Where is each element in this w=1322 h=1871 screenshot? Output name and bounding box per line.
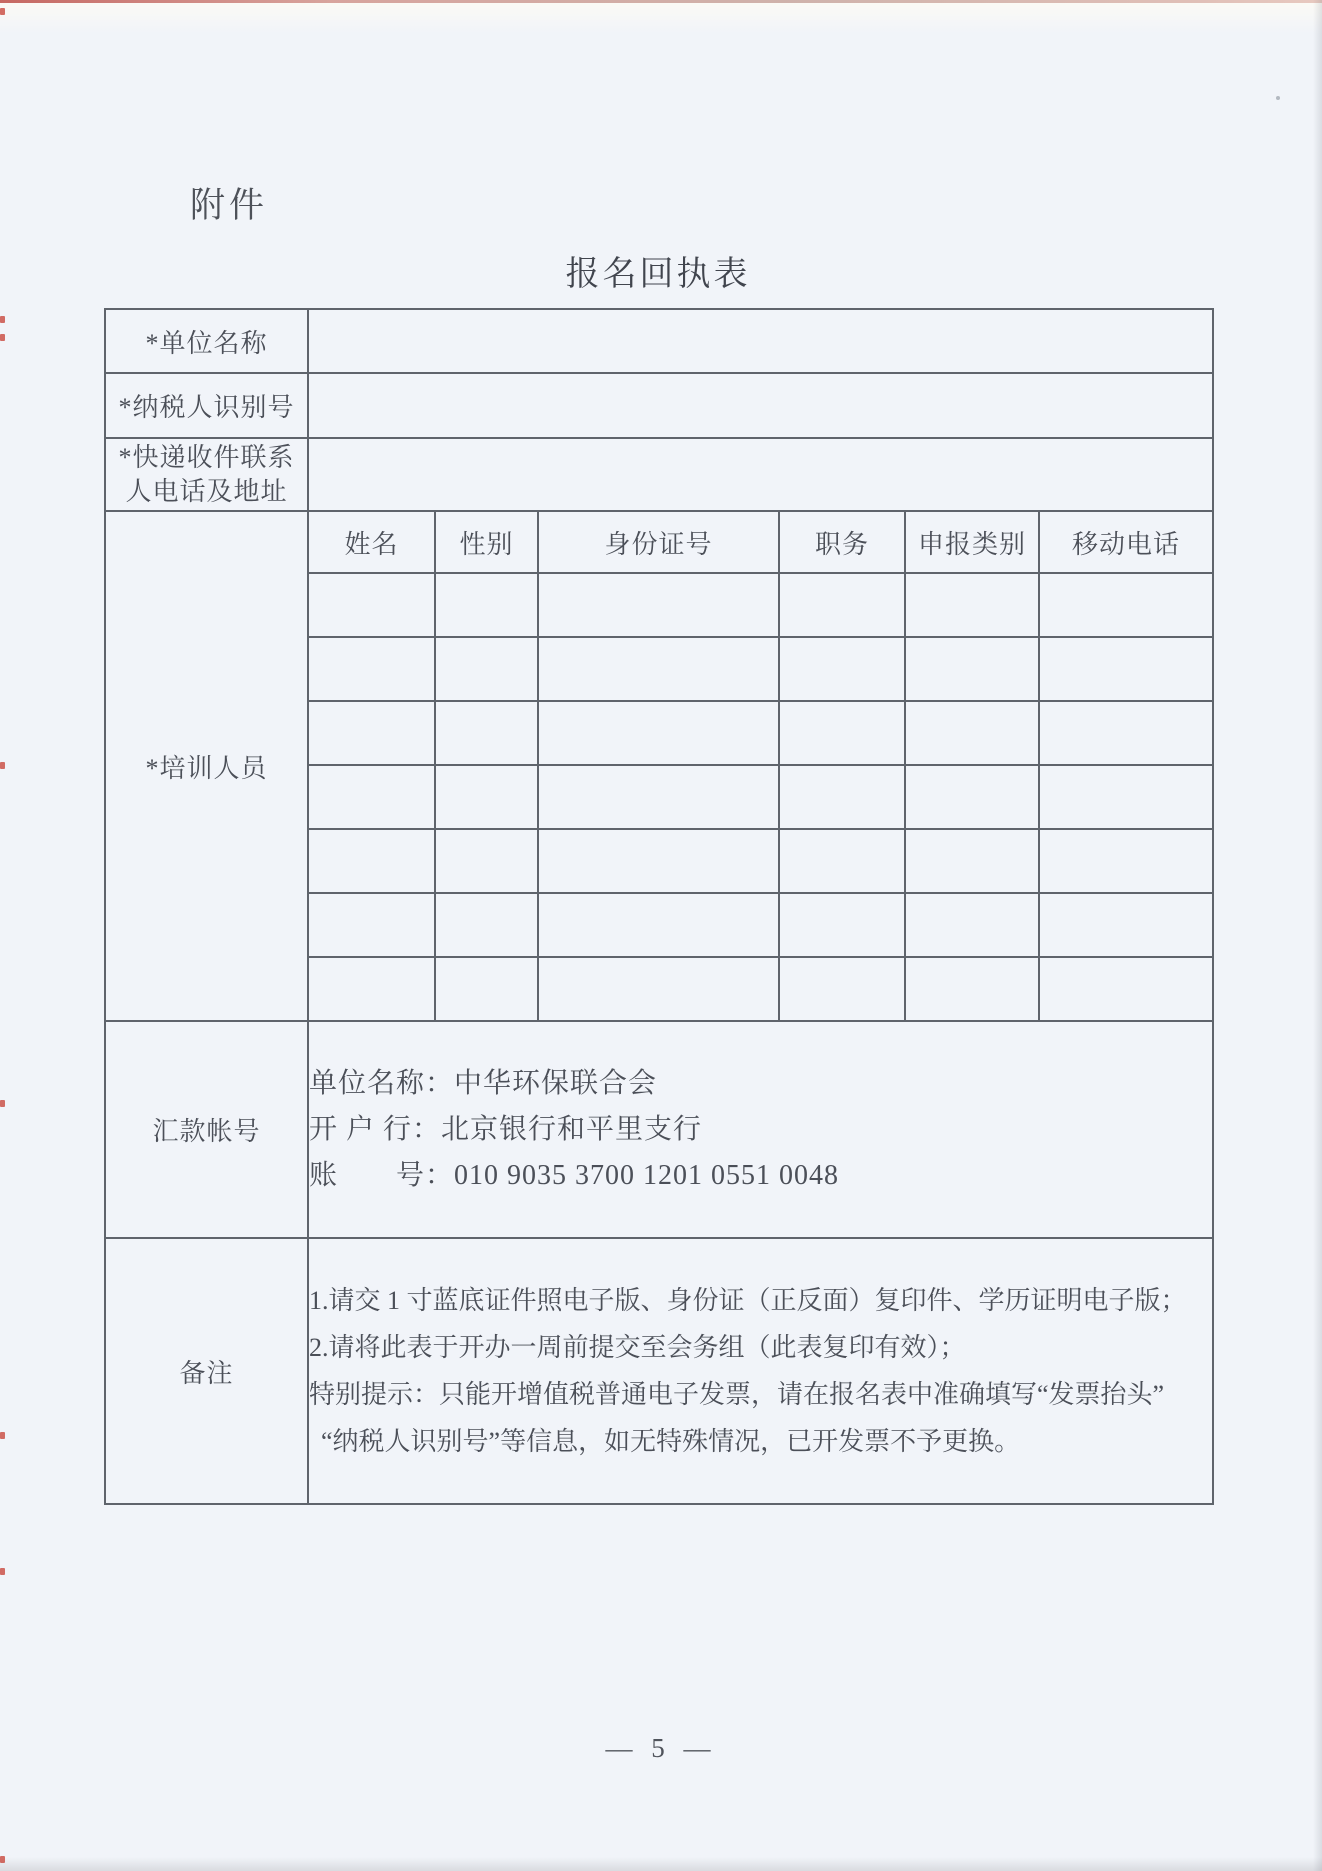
trainee-cell [435, 829, 538, 893]
scan-dust-speck [1276, 96, 1280, 100]
trainee-cell [779, 637, 905, 701]
scan-speck [0, 762, 5, 769]
trainee-cell [779, 701, 905, 765]
trainee-cell [435, 637, 538, 701]
scan-speck [0, 1100, 5, 1107]
trainee-cell [905, 701, 1039, 765]
column-header-id-number: 身份证号 [538, 511, 779, 573]
attachment-label: 附件 [190, 186, 269, 225]
remittance-content-cell [308, 1021, 1213, 1238]
trainee-cell [1039, 957, 1213, 1021]
trainee-cell [308, 765, 435, 829]
scan-artifact-bottom-band [0, 1857, 1322, 1871]
trainee-cell [1039, 893, 1213, 957]
table-row [105, 373, 1213, 438]
trainee-cell [435, 765, 538, 829]
scan-speck [0, 1432, 5, 1439]
remarks-content-cell [308, 1238, 1213, 1504]
table-row [105, 438, 1213, 511]
unit-name-label: *单位名称 [105, 309, 308, 373]
courier-contact-value-cell [308, 438, 1213, 511]
scan-speck [0, 1568, 5, 1575]
remittance-row [105, 1021, 1213, 1238]
trainee-header-row [105, 511, 1213, 573]
courier-contact-label-line1: *快递收件联系 [118, 442, 295, 472]
unit-name-value-cell [308, 309, 1213, 373]
trainee-cell [779, 957, 905, 1021]
column-header-category: 申报类别 [905, 511, 1039, 573]
scan-speck [0, 316, 5, 323]
remittance-bank-line: 开 户 行：北京银行和平里支行 [309, 1113, 703, 1145]
trainee-cell [538, 573, 779, 637]
trainee-cell [308, 829, 435, 893]
trainee-cell [905, 829, 1039, 893]
trainee-cell [308, 957, 435, 1021]
scan-artifact-right-edge [1313, 0, 1322, 1871]
remarks-row [105, 1238, 1213, 1504]
remarks-line-3: 特别提示：只能开增值税普通电子发票，请在报名表中准确填写“发票抬头” [309, 1380, 1165, 1409]
trainee-cell [905, 573, 1039, 637]
trainee-cell [435, 701, 538, 765]
taxpayer-id-value-cell [308, 373, 1213, 438]
page-title: 报名回执表 [565, 256, 751, 293]
trainee-cell [538, 957, 779, 1021]
trainee-cell [435, 573, 538, 637]
remittance-account-line: 账 号：010 9035 3700 1201 0551 0048 [309, 1159, 840, 1191]
trainees-label: *培训人员 [105, 511, 308, 1021]
trainee-cell [538, 829, 779, 893]
trainee-cell [779, 893, 905, 957]
trainee-cell [538, 765, 779, 829]
column-header-name: 姓名 [308, 511, 435, 573]
trainee-cell [905, 637, 1039, 701]
remarks-line-2: 2.请将此表于开办一周前提交至会务组（此表复印有效）； [309, 1333, 966, 1362]
trainee-cell [1039, 637, 1213, 701]
scan-speck [0, 334, 5, 341]
remittance-company-line: 单位名称：中华环保联合会 [309, 1067, 658, 1099]
trainee-cell [1039, 829, 1213, 893]
remittance-label: 汇款帐号 [105, 1021, 308, 1238]
column-header-gender: 性别 [435, 511, 538, 573]
courier-contact-label [105, 438, 308, 511]
trainee-cell [1039, 573, 1213, 637]
registration-table [104, 308, 1214, 1505]
trainee-cell [779, 829, 905, 893]
trainee-cell [538, 701, 779, 765]
remarks-line-4: “纳税人识别号”等信息，如无特殊情况，已开发票不予更换。 [321, 1427, 1021, 1456]
scan-speck [0, 1856, 5, 1863]
remarks-line-1: 1.请交 1 寸蓝底证件照电子版、身份证（正反面）复印件、学历证明电子版； [309, 1286, 1187, 1315]
trainee-cell [779, 573, 905, 637]
trainee-cell [435, 893, 538, 957]
scan-speck [0, 8, 5, 15]
trainee-cell [905, 957, 1039, 1021]
column-header-mobile: 移动电话 [1039, 511, 1213, 573]
trainee-cell [779, 765, 905, 829]
trainee-cell [308, 637, 435, 701]
scan-artifact-top-band [0, 3, 1322, 33]
table-row [105, 309, 1213, 373]
trainee-cell [308, 701, 435, 765]
trainee-cell [435, 957, 538, 1021]
page-number: — 5 — [605, 1733, 717, 1763]
trainee-cell [538, 893, 779, 957]
trainee-cell [308, 893, 435, 957]
column-header-position: 职务 [779, 511, 905, 573]
remarks-label: 备注 [105, 1238, 308, 1504]
trainee-cell [1039, 765, 1213, 829]
trainee-cell [905, 893, 1039, 957]
trainee-cell [538, 637, 779, 701]
taxpayer-id-label: *纳税人识别号 [105, 373, 308, 438]
trainee-cell [308, 573, 435, 637]
courier-contact-label-line2: 人电话及地址 [125, 476, 288, 506]
trainee-cell [905, 765, 1039, 829]
trainee-cell [1039, 701, 1213, 765]
